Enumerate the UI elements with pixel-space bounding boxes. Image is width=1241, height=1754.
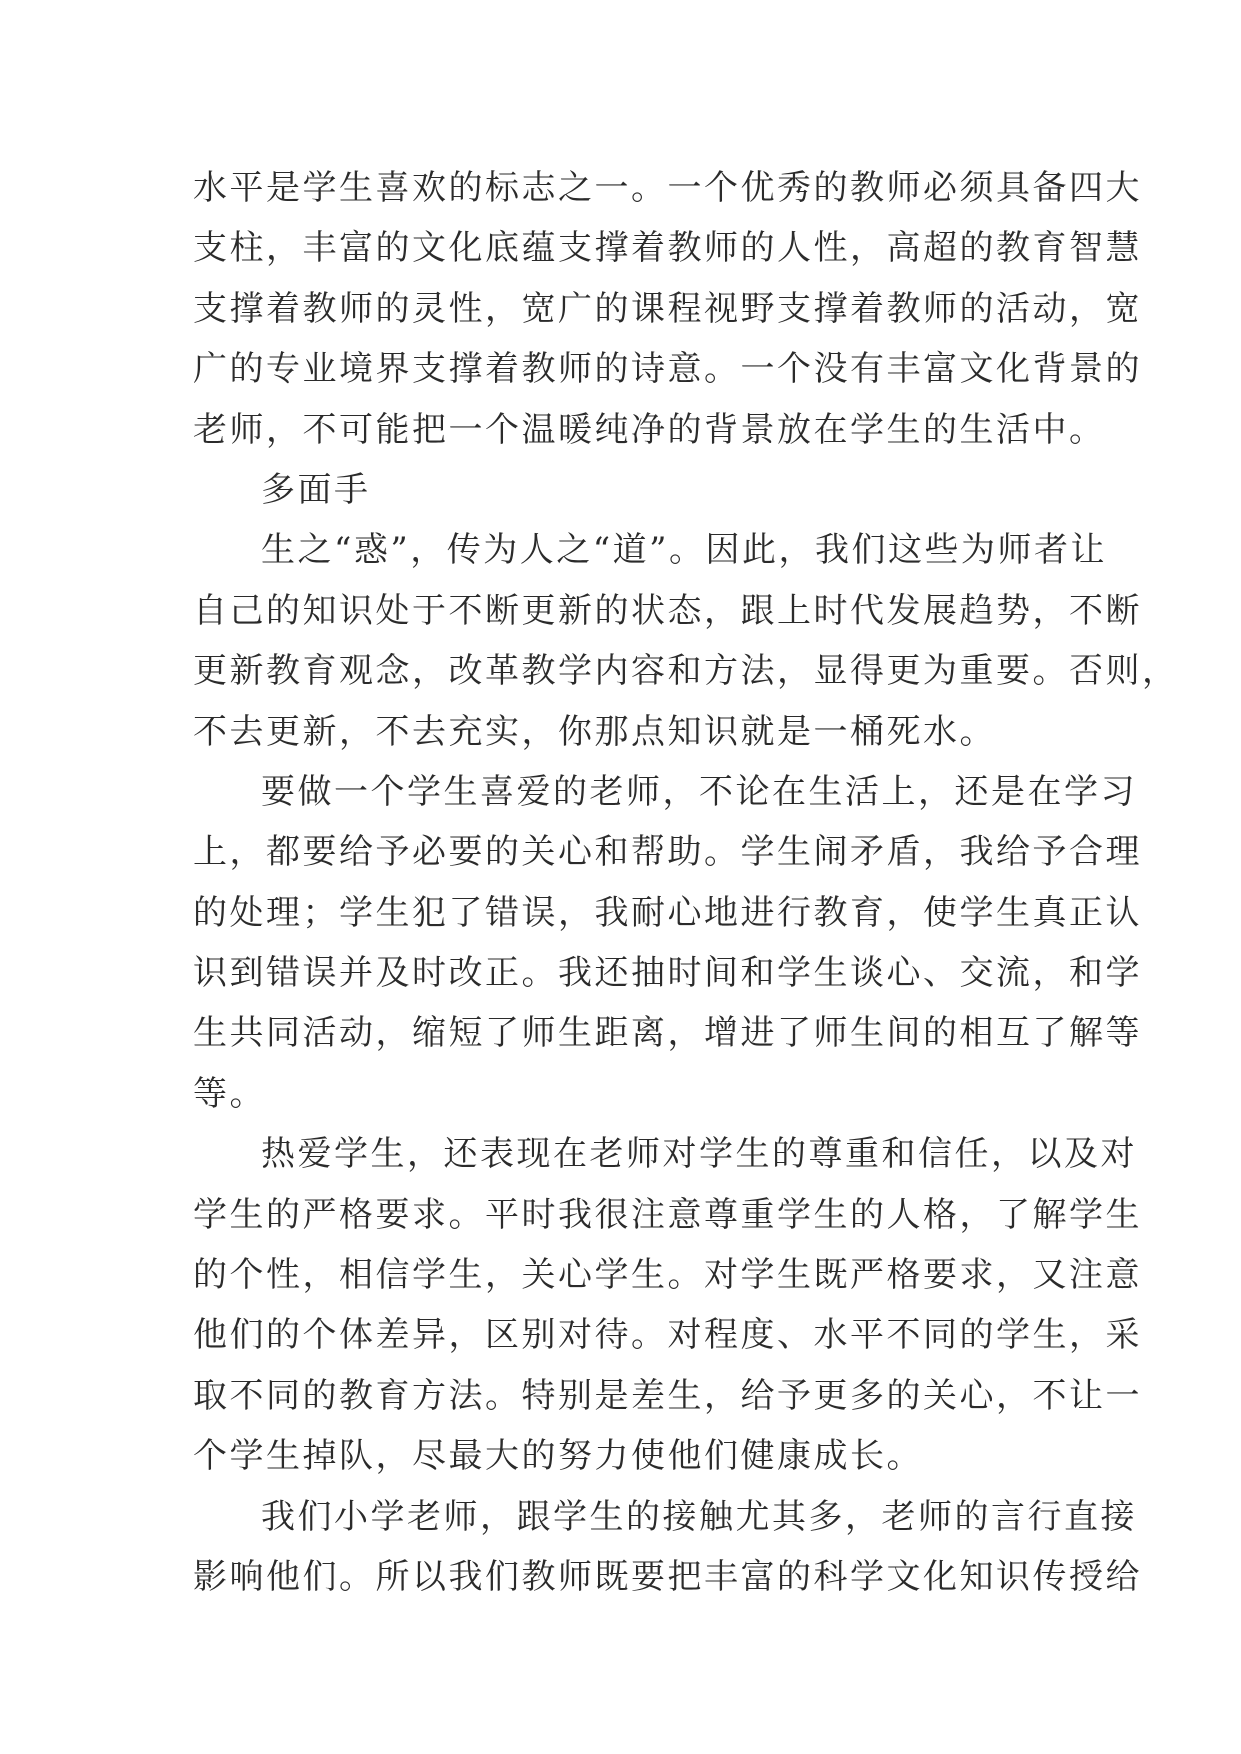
text-line: 取不同的教育方法。特别是差生，给予更多的关心，不让一: [193, 1375, 1142, 1416]
text-line: 学生的严格要求。平时我很注意尊重学生的人格，了解学生: [193, 1194, 1142, 1235]
text-line: 他们的个体差异，区别对待。对程度、水平不同的学生，采: [193, 1315, 1142, 1356]
text-line: 生之“惑”，传为人之“道”。因此，我们这些为师者让: [261, 530, 1108, 571]
text-line: 热爱学生，还表现在老师对学生的尊重和信任，以及对: [261, 1134, 1137, 1175]
text-line: 识到错误并及时改正。我还抽时间和学生谈心、交流，和学: [193, 953, 1142, 994]
text-line: 自己的知识处于不断更新的状态，跟上时代发展趋势，不断: [193, 590, 1142, 631]
text-line: 老师，不可能把一个温暖纯净的背景放在学生的生活中。: [193, 409, 1106, 450]
document-body: [193, 158, 1179, 1607]
text-line: 更新教育观念，改革教学内容和方法，显得更为重要。否则，: [193, 651, 1179, 692]
text-line: 影响他们。所以我们教师既要把丰富的科学文化知识传授给: [193, 1556, 1142, 1597]
text-line: 等。: [193, 1073, 266, 1114]
text-line: 支撑着教师的灵性，宽广的课程视野支撑着教师的活动，宽: [193, 288, 1142, 329]
text-line: 支柱，丰富的文化底蕴支撑着教师的人性，高超的教育智慧: [193, 228, 1142, 269]
text-line: 我们小学老师，跟学生的接触尤其多，老师的言行直接: [261, 1496, 1137, 1537]
text-line: 个学生掉队，尽最大的努力使他们健康成长。: [193, 1436, 923, 1477]
text-line: 的个性，相信学生，关心学生。对学生既严格要求，又注意: [193, 1255, 1142, 1296]
text-line: 广的专业境界支撑着教师的诗意。一个没有丰富文化背景的: [193, 349, 1142, 390]
text-line: 要做一个学生喜爱的老师，不论在生活上，还是在学习: [261, 771, 1137, 812]
text-line: 生共同活动，缩短了师生距离，增进了师生间的相互了解等: [193, 1013, 1142, 1054]
text-line: 的处理；学生犯了错误，我耐心地进行教育，使学生真正认: [193, 892, 1142, 933]
section-heading: 多面手: [261, 469, 371, 510]
text-line: 不去更新，不去充实，你那点知识就是一桶死水。: [193, 711, 996, 752]
text-line: 水平是学生喜欢的标志之一。一个优秀的教师必须具备四大: [193, 168, 1142, 208]
text-line: 上，都要给予必要的关心和帮助。学生闹矛盾，我给予合理: [193, 832, 1142, 873]
